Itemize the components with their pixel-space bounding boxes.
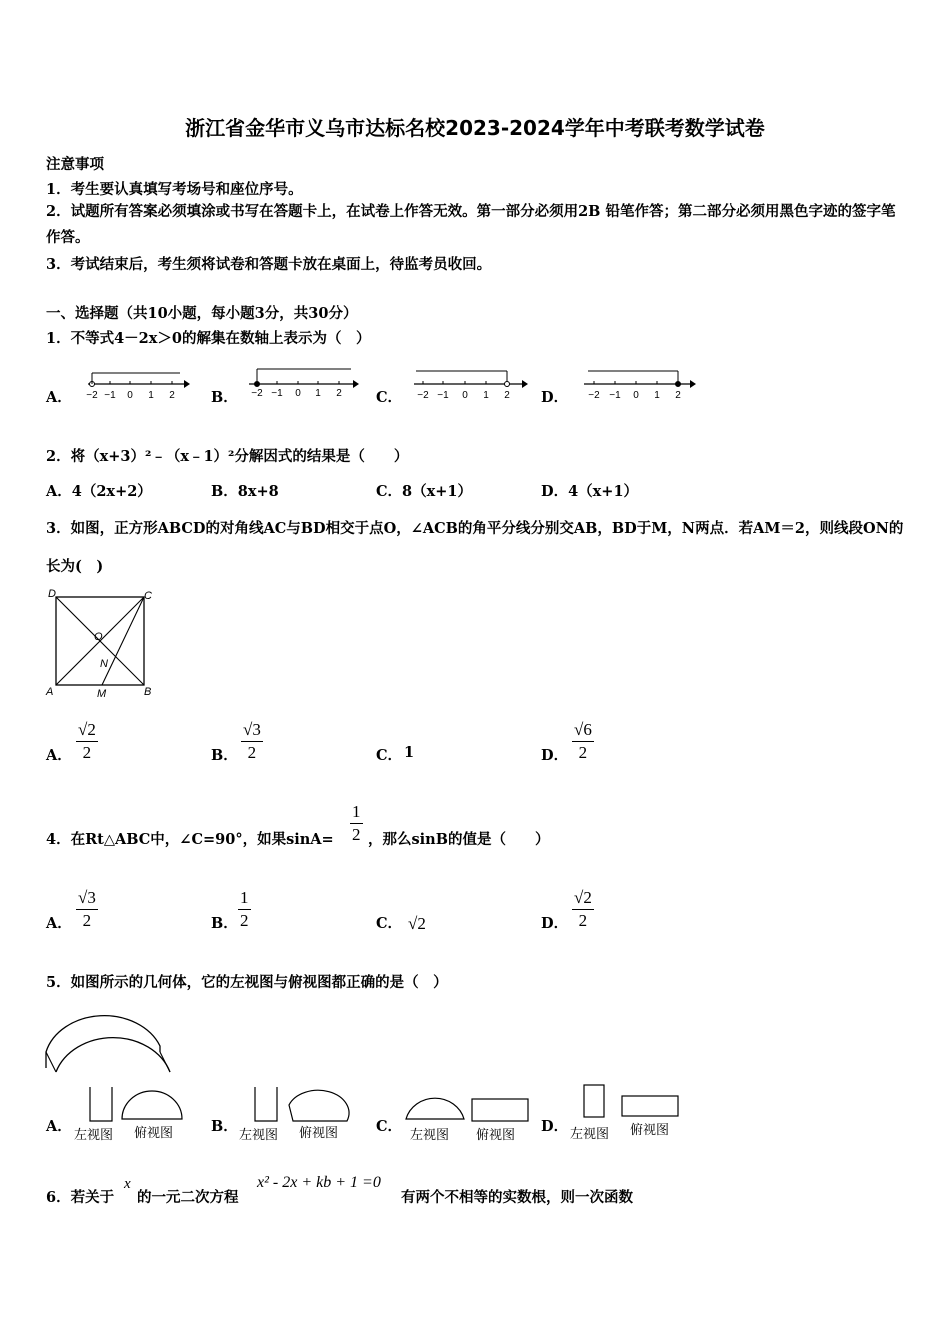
q4-stem-pre: 4．在Rt△ABC中，∠C=90°，如果sinA=	[46, 831, 334, 848]
q3-label-d: D．	[541, 747, 569, 764]
q3-fraction-d: $\frac{√6}{2}$	[574, 720, 592, 762]
tick-label: −2	[588, 390, 600, 401]
q3-label-b: B．	[211, 747, 238, 764]
page-title: 浙江省金华市义乌市达标名校2023-2024学年中考联考数学试卷	[185, 116, 765, 140]
tick-label: −1	[104, 390, 116, 401]
tick-label: 0	[462, 390, 468, 401]
q2-option-d: D．4（x+1）	[541, 483, 639, 500]
q4-stem-post: ，那么sinB的值是（ ）	[368, 831, 550, 848]
left-view-caption: 左视图	[74, 1127, 114, 1142]
top-view-caption: 俯视图	[630, 1122, 670, 1137]
top-view-caption: 俯视图	[476, 1127, 516, 1142]
tick-label: −1	[609, 390, 621, 401]
q1-numberline-b	[243, 356, 363, 404]
fig-label-a: A	[46, 686, 54, 698]
section-heading: 一、选择题（共10小题，每小题3分，共30分）	[46, 305, 358, 322]
left-view-caption: 左视图	[570, 1126, 610, 1141]
q5-option-a-views	[72, 1085, 192, 1143]
q3-fraction-a: $\frac{√2}{2}$	[78, 720, 96, 762]
q5-label-d: D．	[541, 1118, 569, 1135]
tick-label: −2	[86, 390, 98, 401]
q3-label-c: C．	[376, 747, 403, 764]
q1-stem: 1．不等式4－2x＞0的解集在数轴上表示为（ ）	[46, 330, 371, 347]
tick-label: 1	[315, 388, 321, 399]
tick-label: −2	[417, 390, 429, 401]
q4-stem-fraction: $\frac{1}{2}$	[352, 802, 361, 844]
tick-label: 0	[633, 390, 639, 401]
q2-option-a: A．4（2x+2）	[46, 483, 152, 500]
q4-label-b: B．	[211, 915, 238, 932]
tick-label: 0	[295, 388, 301, 399]
tick-label: −1	[271, 388, 283, 399]
q2-option-c: C．8（x+1）	[376, 483, 473, 500]
q5-label-b: B．	[211, 1118, 238, 1135]
q5-solid-figure	[42, 1000, 178, 1076]
q1-numberline-c	[410, 356, 530, 404]
q2-stem: 2．将（x+3）²﹣（x﹣1）²分解因式的结果是（ ）	[46, 448, 409, 465]
q6-equation: x² - 2x + kb + 1 =0	[257, 1174, 381, 1191]
tick-label: 0	[127, 390, 133, 401]
left-view-caption: 左视图	[239, 1127, 279, 1142]
tick-label: 1	[483, 390, 489, 401]
q6-stem-b: 的一元二次方程	[137, 1189, 239, 1206]
q5-option-d-views	[568, 1082, 684, 1142]
q5-option-b-views	[237, 1085, 357, 1143]
q4-option-c-value: √2	[408, 914, 426, 933]
fig-label-m: M	[97, 688, 107, 699]
q1-label-d: D．	[541, 389, 569, 406]
top-view-caption: 俯视图	[299, 1125, 339, 1140]
notice-item-3: 3．考试结束后，考生须将试卷和答题卡放在桌面上，待监考员收回。	[46, 256, 492, 273]
q6-stem-a: 6．若关于	[46, 1189, 115, 1206]
q4-label-c: C．	[376, 915, 403, 932]
q4-label-a: A．	[46, 915, 72, 932]
left-view-caption: 左视图	[410, 1127, 450, 1142]
tick-label: 2	[675, 390, 681, 401]
q3-fraction-b: $\frac{√3}{2}$	[243, 720, 261, 762]
q3-label-a: A．	[46, 747, 72, 764]
tick-label: 1	[654, 390, 660, 401]
fig-label-o: O	[94, 631, 103, 643]
q1-label-a: A．	[46, 389, 72, 406]
q5-label-a: A．	[46, 1118, 72, 1135]
tick-label: −1	[437, 390, 449, 401]
q4-fraction-a: $\frac{√3}{2}$	[78, 888, 96, 930]
fig-label-c: C	[144, 590, 152, 602]
fig-label-d: D	[48, 588, 56, 600]
q5-stem: 5．如图所示的几何体，它的左视图与俯视图都正确的是（ ）	[46, 974, 448, 991]
tick-label: 2	[504, 390, 510, 401]
q3-stem: 3．如图，正方形ABCD的对角线AC与BD相交于点O，∠ACB的角平分线分别交AB，BD于M，N两点．若AM＝2，则线段ON的长为( )	[46, 520, 904, 575]
top-view-caption: 俯视图	[134, 1125, 174, 1140]
q1-label-b: B．	[211, 389, 238, 406]
notice-item-2: 2．试题所有答案必须填涂或书写在答题卡上，在试卷上作答无效。第一部分必须用2B 铅笔作答；第二部分必须用黑色字迹的签字笔作答。	[46, 203, 896, 246]
fig-label-n: N	[100, 658, 108, 670]
tick-label: 2	[169, 390, 175, 401]
q4-fraction-b: $\frac{1}{2}$	[240, 888, 249, 930]
q1-label-c: C．	[376, 389, 403, 406]
q4-label-d: D．	[541, 915, 569, 932]
q6-var-x: x	[124, 1176, 131, 1192]
q4-fraction-d: $\frac{√2}{2}$	[574, 888, 592, 930]
q5-option-c-views	[404, 1085, 536, 1143]
fig-label-b: B	[144, 686, 152, 698]
q2-option-b: B．8x+8	[211, 483, 279, 500]
notice-heading: 注意事项	[46, 156, 104, 173]
q5-label-c: C．	[376, 1118, 403, 1135]
tick-label: 1	[148, 390, 154, 401]
notice-item-1: 1．考生要认真填写考场号和座位序号。	[46, 181, 303, 198]
q1-numberline-d	[580, 356, 700, 404]
q3-option-c-value: 1	[404, 744, 415, 761]
q3-square-figure	[44, 587, 160, 699]
q1-numberline-a	[80, 356, 190, 404]
q6-stem-c: 有两个不相等的实数根，则一次函数	[401, 1189, 633, 1206]
tick-label: −2	[251, 388, 263, 399]
tick-label: 2	[336, 388, 342, 399]
